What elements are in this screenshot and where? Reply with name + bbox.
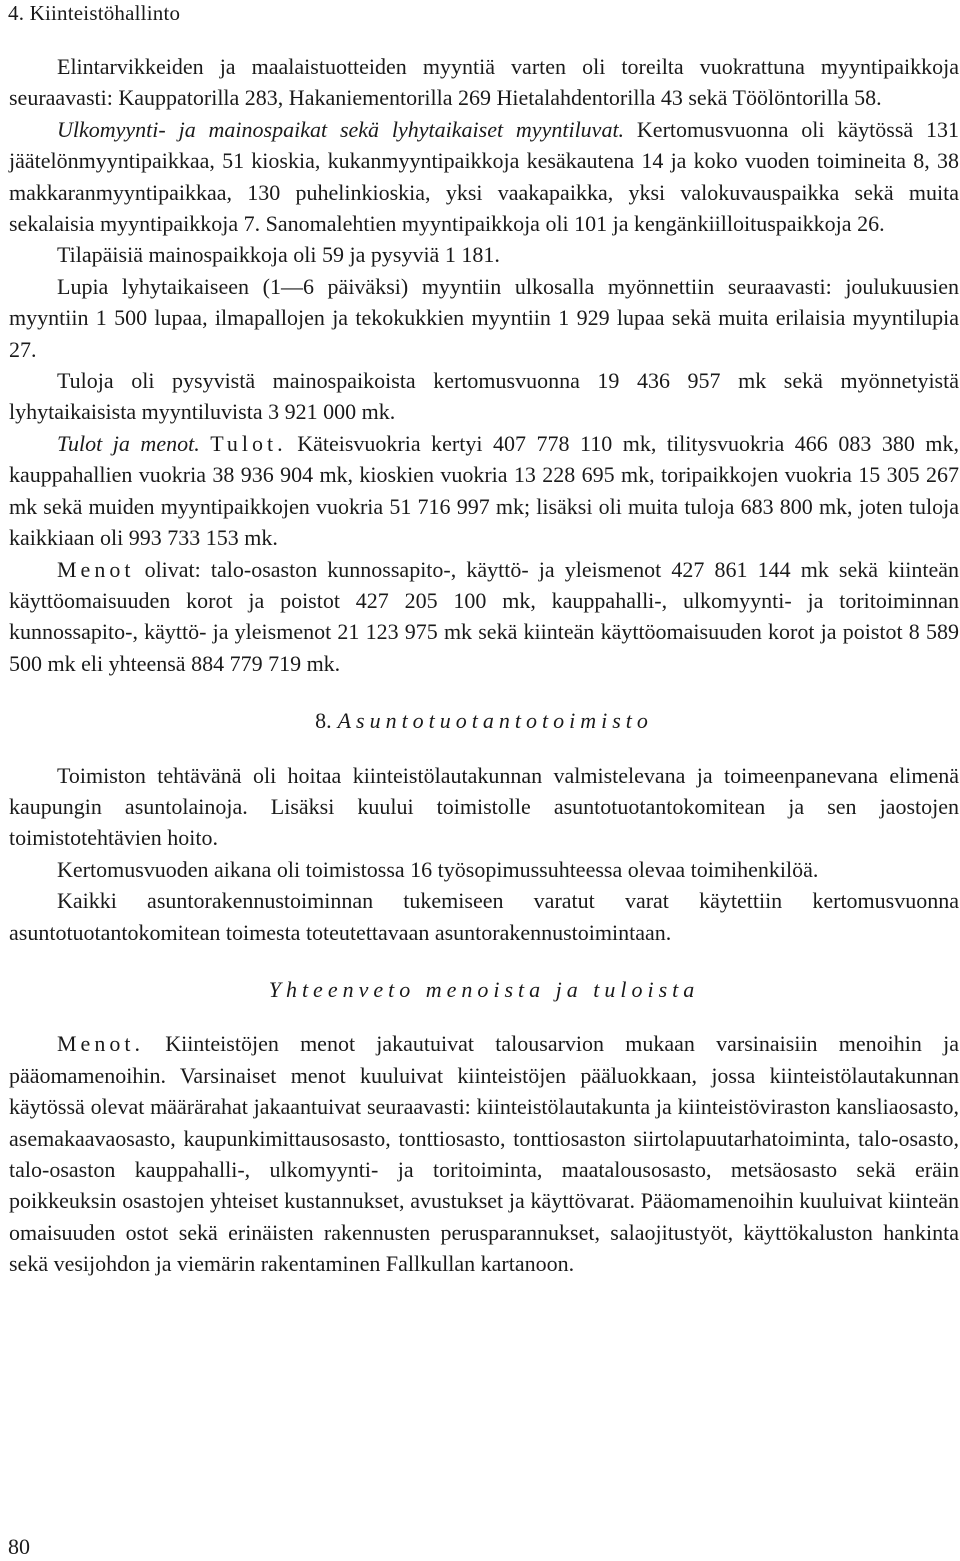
paragraph-income-text: Käteisvuokria kertyi 407 778 110 mk, tilitysvuokria 466 083 380 mk, kauppahallien vuokria 38 936 904 mk, kioskien vuokria 13 228 695 mk, toripaikkojen vuokria 15 305 267 mk sekä muiden myyntipaikkojen vuokria 51 716 997 mk; lisäksi oli muita tuloja 683 800 mk, joten tuloja kaikkiaan oli 993 733 153 mk. [9,430,960,551]
paragraph-lead-outdoor-sales: Ulkomyynti- ja mainospaikat sekä lyhytaikaiset myyntiluvat. [57,116,625,142]
spaced-word-income: Tulot. [210,430,287,456]
paragraph-housing-funds: Kaikki asuntorakennustoiminnan tukemiseen varatut varat käytettiin kertomusvuonna asuntotuotantokomitean toimesta toteutettavaan asuntorakennustoimintaan. [9,888,959,945]
section-heading-housing-office [9,705,959,736]
paragraph-office-staff: Kertomusvuoden aikana oli toimistossa 16 työsopimussuhteessa olevaa toimihenkilöä. [57,856,819,882]
paragraph-advert-income: Tuloja oli pysyvistä mainospaikoista kertomusvuonna 19 436 957 mk sekä myönnetyistä lyhytaikaisista myyntiluvista 3 921 000 mk. [9,368,959,425]
section-heading-title: Asuntotuotantotoimisto [337,708,653,734]
paragraph-expenses-text: olivat: talo-osaston kunnossapito-, käyttö- ja yleismenot 427 861 144 mk sekä kiinteän käyttöomaisuuden korot ja poistot 427 205 100 mk, kauppahalli-, ulkomyynti- ja toritoiminnan kunnossapito-, käyttö- ja yleismenot 21 123 975 mk sekä kiinteän käyttöomaisuuden korot ja poistot 8 589 500 mk eli yhteensä 884 779 719 mk. [9,556,959,676]
section-heading-number: 8. [315,708,332,734]
spaced-word-summary-expenses: Menot. [57,1031,144,1057]
paragraph-outdoor-sales-text: Kertomusvuonna oli käytössä 131 jäätelönmyyntipaikkaa, 51 kioskia, kukanmyyntipaikkoja kesäkautena 14 ja koko vuoden toimineita 8, 38 makkaranmyyntipaikkaa, 130 puhelinkioskia, yksi vaakapaikka, yksi valokuvauspaikka sekä muita sekalaisia myyntipaikkoja 7. Sanomalehtien myyntipaikkoja oli 101 ja kengänkiilloituspaikkoja 26. [9,116,959,237]
paragraph-short-permits: Lupia lyhytaikaiseen (1—6 päiväksi) myyntiin ulkosalla myönnettiin seuraavasti: joulukuusien myyntiin 1 500 lupaa, ilmapallojen ja tekokukkien myyntiin 1 929 lupaa sekä muita erilaisia myyntilupia 27. [9,273,959,362]
spaced-word-expenses: Menot [57,556,135,582]
paragraph-market-places: Elintarvikkeiden ja maalaistuotteiden myyntiä varten oli toreilta vuokrattuna myyntipaikkoja seuraavasti: Kauppatorilla 283, Hakaniementorilla 269 Hietalahdentorilla 43 sekä Töölöntorilla 58. [9,54,959,111]
paragraph-expenses [9,554,959,680]
paragraph-lead-income-expenses: Tulot ja menot. [57,430,200,456]
running-head: 4. Kiinteistöhallinto [8,1,181,25]
paragraph-outdoor-sales [9,114,959,240]
section-heading-summary: Yhteenveto menoista ja tuloista [268,976,700,1002]
paragraph-summary-expenses-text: Kiinteistöjen menot jakautuivat talousarvion mukaan varsinaisiin menoihin ja pääomamenoihin. Varsinaiset menot kuuluivat kiinteistöjen pääluokkaan, jossa kiinteistölautakunnan käytössä olevat määrärahat jakaantuivat seuraavasti: kiinteistölautakunta ja kiinteistöviraston kansliaosasto, asemakaavaosasto, kaupunkimittausosasto, tonttiosasto, tonttiosaston siirtolapuutarhatoiminta, talo-osasto, talo-osaston kauppahalli-, ulkomyynti- ja toritoiminta, maatalousosasto, metsäosasto sekä eräin poikkeuksin osastojen yhteiset kustannukset, avustukset ja käyttövarat. Pääomamenoihin kuuluivat kiinteän omaisuuden ostot sekä erinäisten rakennusten perusparannukset, salaojitustyöt, käyttökaluston hankinta sekä vesijohdon ja viemärin rakentaminen Fallkullan kartanoon. [9,1031,960,1277]
body-text [9,51,959,1280]
paragraph-income [9,428,959,554]
page-number: 80 [8,1534,30,1559]
paragraph-office-tasks: Toimiston tehtävänä oli hoitaa kiinteistölautakunnan valmistelevana ja toimeenpanevana elimenä kaupungin asuntolainoja. Lisäksi kuului toimistolle asuntotuotantokomitean ja sen jaostojen toimistotehtävien hoito. [9,762,959,851]
paragraph-summary-expenses [9,1028,959,1279]
paragraph-advert-places: Tilapäisiä mainospaikkoja oli 59 ja pysyviä 1 181. [57,242,500,268]
